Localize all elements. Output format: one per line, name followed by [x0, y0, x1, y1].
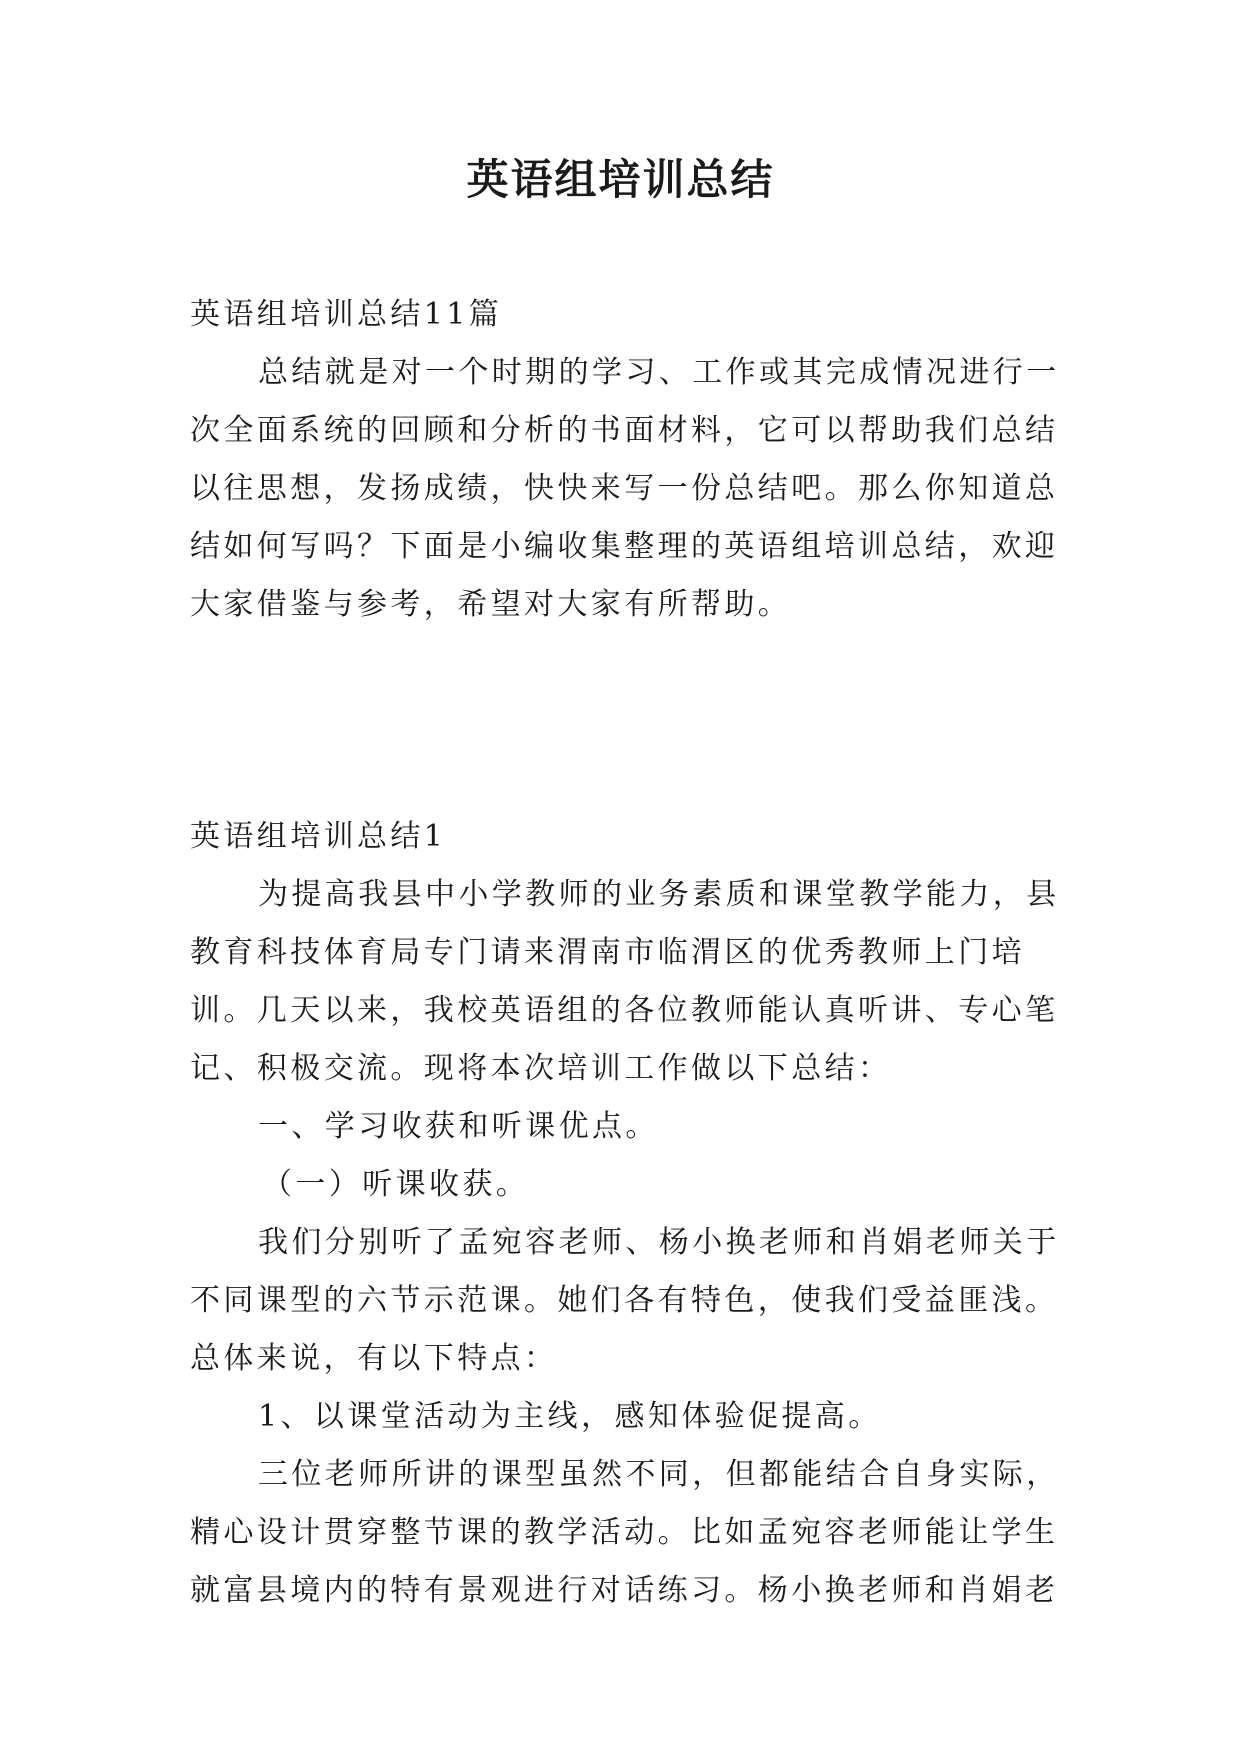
- document-body: [190, 286, 1070, 1620]
- paragraph-line: 不同课型的六节示范课。她们各有特色，使我们受益匪浅。: [190, 1283, 1059, 1318]
- paragraph-line: 训。几天以来，我校英语组的各位教师能认真听讲、专心笔: [190, 993, 1059, 1028]
- document-title: 英语组培训总结: [466, 155, 775, 204]
- paragraph-line: 总体来说，有以下特点：: [190, 1341, 558, 1376]
- subheading: 一、学习收获和听课优点。: [258, 1109, 659, 1144]
- paragraph-line: 教育科技体育局专门请来渭南市临渭区的优秀教师上门培: [190, 935, 1025, 970]
- paragraph-line: 就富县境内的特有景观进行对话练习。杨小换老师和肖娟老: [190, 1573, 1059, 1608]
- paragraph-line: 记、积极交流。现将本次培训工作做以下总结：: [190, 1051, 892, 1086]
- paragraph-line: 为提高我县中小学教师的业务素质和课堂教学能力，县: [258, 877, 1060, 912]
- paragraph-line: 我们分别听了孟宛容老师、杨小换老师和肖娟老师关于: [258, 1225, 1060, 1260]
- intro-paragraph-line: 以往思想，发扬成绩，快快来写一份总结吧。那么你知道总: [190, 471, 1059, 506]
- section-spacer: [190, 634, 1070, 808]
- section-heading: 英语组培训总结1: [190, 819, 447, 854]
- paragraph-line: 精心设计贯穿整节课的教学活动。比如孟宛容老师能让学生: [190, 1515, 1059, 1550]
- collection-heading: 英语组培训总结11篇: [190, 297, 503, 332]
- intro-paragraph-line: 结如何写吗？下面是小编收集整理的英语组培训总结，欢迎: [190, 529, 1059, 564]
- intro-paragraph-line: 总结就是对一个时期的学习、工作或其完成情况进行一: [258, 355, 1060, 390]
- subheading: （一）听课收获。: [262, 1167, 530, 1202]
- intro-paragraph-line: 次全面系统的回顾和分析的书面材料，它可以帮助我们总结: [190, 413, 1059, 448]
- list-item-heading: 1、以课堂活动为主线，感知体验促提高。: [258, 1399, 882, 1434]
- intro-paragraph-line: 大家借鉴与参考，希望对大家有所帮助。: [190, 587, 792, 622]
- paragraph-line: 三位老师所讲的课型虽然不同，但都能结合自身实际，: [258, 1457, 1060, 1492]
